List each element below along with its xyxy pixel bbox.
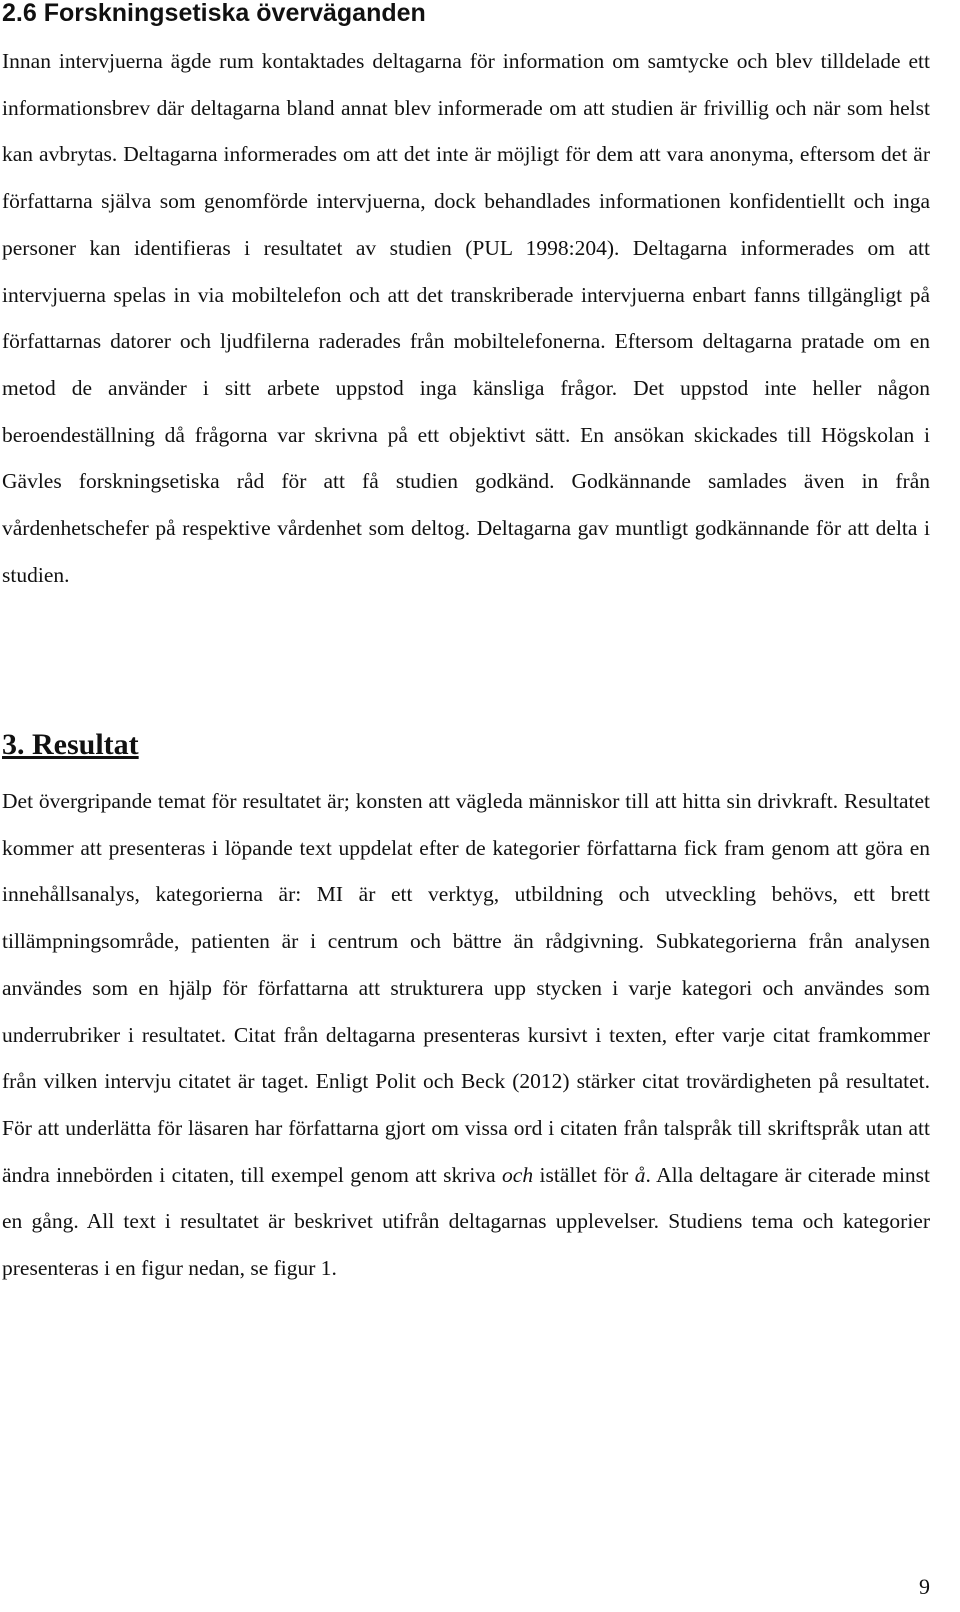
ethics-paragraph: Innan intervjuerna ägde rum kontaktades deltagarna för information om samtycke och blev tilldelade ett informationsbrev där deltagarna bland annat blev informerade om att studien är frivillig och när som helst kan avbrytas. Deltagarna informerades om att det inte är möjligt för dem att vara anonyma, eftersom det är författarna själva som genomförde intervjuerna, dock behandlades informationen konfidentiellt och inga personer kan identifieras i resultatet av studien (PUL 1998:204). Deltagarna informerades om att intervjuerna spelas in via mobiltelefon och att det transkriberade intervjuerna enbart fanns tillgängligt på författarnas datorer och ljudfilerna raderades från mobiltelefonerna. Eftersom deltagarna pratade om en metod de använder i sitt arbete uppstod inga känsliga frågor. Det uppstod inte heller någon beroendeställning då frågorna var skrivna på ett objektivt sätt. En ansökan skickades till Högskolan i Gävles forskningsetiska råd för att få studien godkänd. Godkännande samlades även in från vårdenhetschefer på respektive vårdenhet som deltog. Deltagarna gav muntligt godkännande för att delta i studien. bbox=[2, 49, 930, 587]
results-text-part-2: istället för bbox=[533, 1162, 635, 1187]
results-text-part-3: . Alla deltagare är citerade minst en gång. All text i resultatet är beskrivet utifrån deltagarnas upplevelser. Studiens tema och kategorier presenteras i en figur nedan, se figur 1. bbox=[2, 1162, 931, 1281]
results-text-part-1: Det övergripande temat för resultatet är; konsten att vägleda människor till att hitta sin drivkraft. Resultatet kommer att presenteras i löpande text uppdelat efter de kategorier författarna fick fram genom att göra en innehållsanalys, kategorierna är: MI är ett verktyg, utbildning och utveckling behövs, ett brett tillämpningsområde, patienten är i centrum och bättre än rådgivning. Subkategorierna från analysen användes som en hjälp för författarna att strukturera upp stycken i varje kategori och användes som underrubriker i resultatet. Citat från deltagarna presenteras kursivt i texten, efter varje citat framkommer från vilken intervju citatet är taget. Enligt Polit och Beck (2012) stärker citat trovärdigheten på resultatet. För att underlätta för läsaren har författarna gjort om vissa ord i citaten från talspråk till skriftspråk utan att ändra innebörden i citaten, till exempel genom att skriva bbox=[2, 789, 930, 1187]
italic-word-a: å bbox=[634, 1162, 646, 1187]
results-paragraph bbox=[2, 778, 930, 1292]
section-heading-results: 3. Resultat bbox=[2, 728, 139, 761]
page-number: 9 bbox=[919, 1574, 930, 1599]
italic-word-och: och bbox=[502, 1162, 534, 1187]
section-heading-ethics: 2.6 Forskningsetiska överväganden bbox=[2, 0, 426, 27]
